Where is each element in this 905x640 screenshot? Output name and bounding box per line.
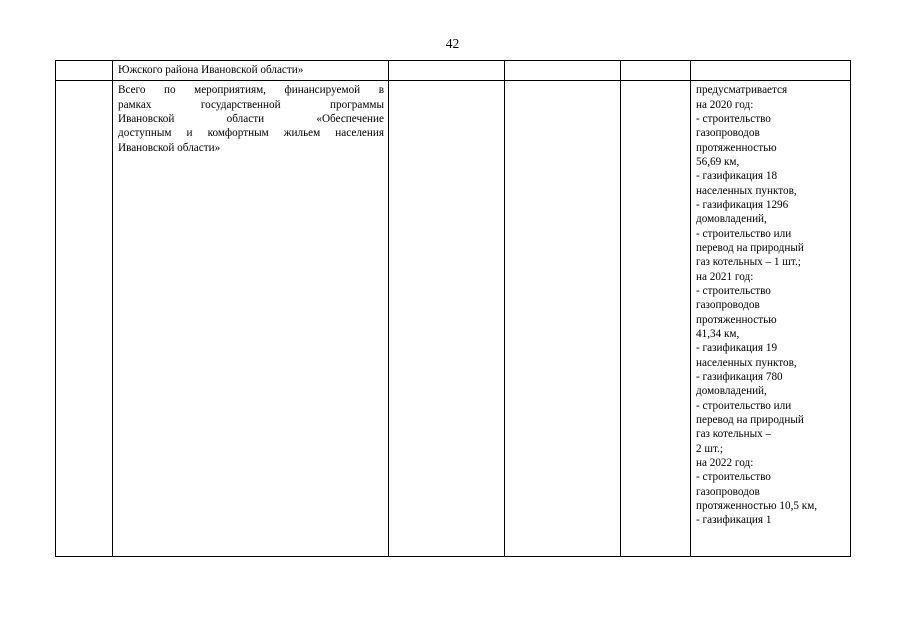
table-container bbox=[55, 60, 850, 557]
cell-number bbox=[56, 61, 113, 81]
cell-notes bbox=[691, 81, 851, 557]
cell-value-1 bbox=[389, 61, 505, 81]
description-text: Всего по мероприятиям, финансируемой в рамках государственной программы Ивановской области «Обеспечение доступным и комфортным жильем населения Ивановской области» bbox=[118, 84, 384, 154]
data-table bbox=[55, 60, 851, 557]
table-row bbox=[56, 81, 851, 557]
cell-value-3 bbox=[621, 61, 691, 81]
cell-value-1 bbox=[389, 81, 505, 557]
table-row bbox=[56, 61, 851, 81]
cell-value-2 bbox=[505, 81, 621, 557]
notes-text: предусматривается на 2020 год: - строительство газопроводов протяженностью 56,69 км, - газификация 18 населенных пунктов, - газификация 1296 домовладений, - строительство или перевод на природный газ котельных – 1 шт.; на 2021 год: - строительство газопроводов протяженностью 41,34 км, - газификация 19 населенных пунктов, - газификация 780 домовладений, - строительство или перевод на природный газ котельных – 2 шт.; на 2022 год: - строительство газопроводов протяженностью 10,5 км, - газификация 1 bbox=[696, 84, 818, 527]
cell-description bbox=[113, 81, 389, 557]
page-number: 42 bbox=[445, 36, 460, 51]
cell-number bbox=[56, 81, 113, 557]
cell-value-2 bbox=[505, 61, 621, 81]
cell-description: Южского района Ивановской области» bbox=[113, 61, 389, 81]
cell-value-3 bbox=[621, 81, 691, 557]
cell-notes bbox=[691, 61, 851, 81]
